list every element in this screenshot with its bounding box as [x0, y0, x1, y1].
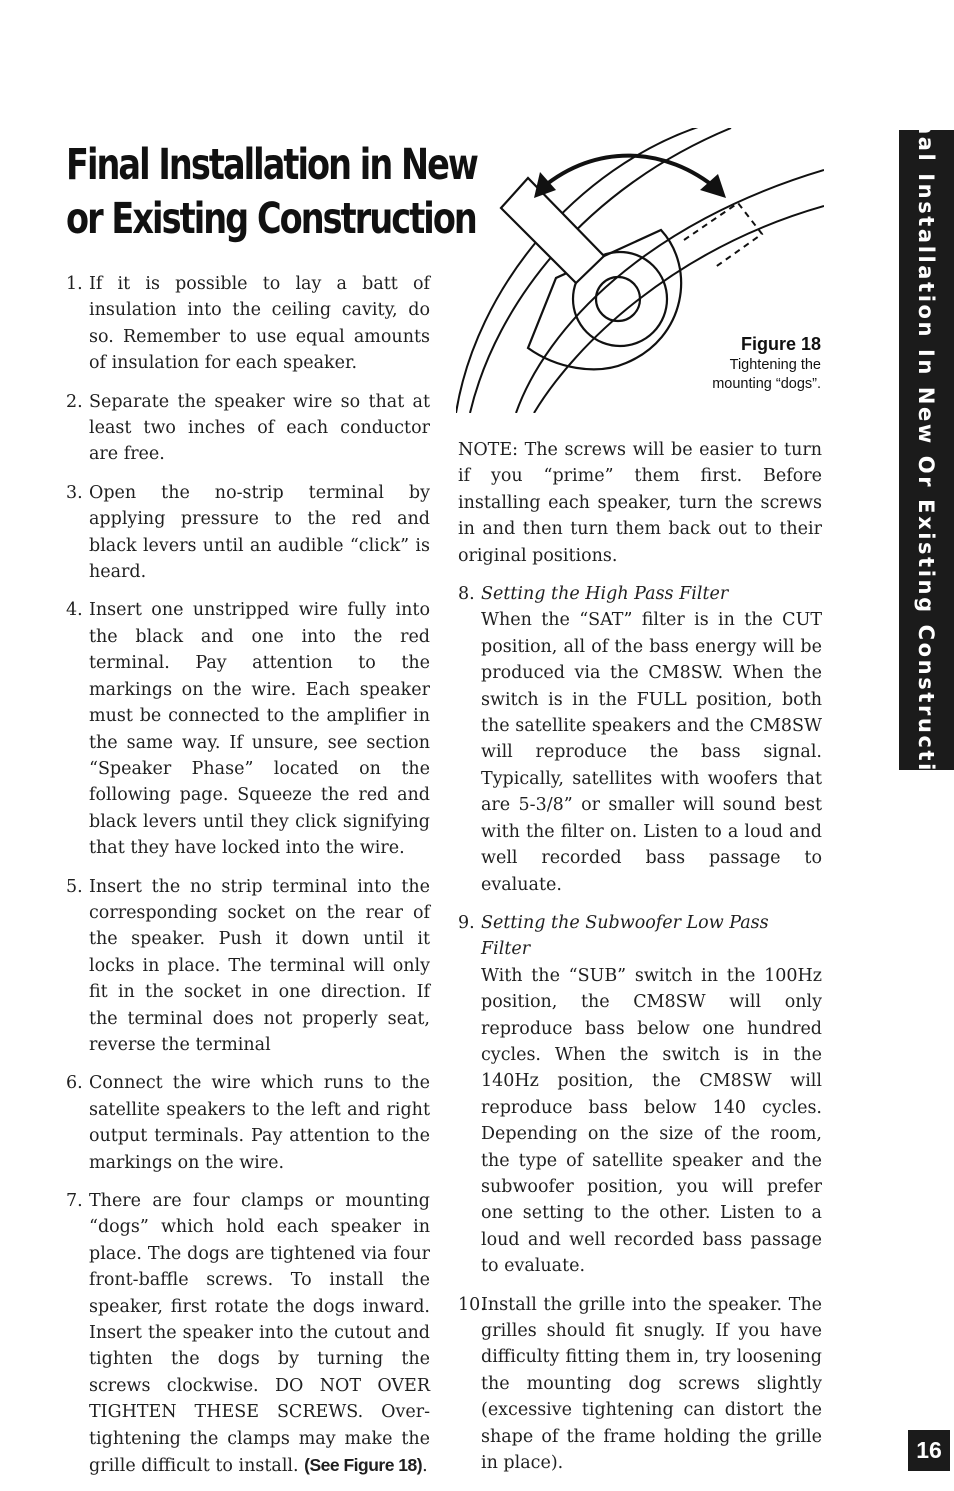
item-number: 7. [66, 1191, 83, 1211]
page-title-line-1: Final Installation in New [66, 140, 477, 190]
item-number: 2. [66, 391, 83, 412]
item-number: 8. [458, 584, 475, 605]
figure-reference: (See Figure 18) [304, 1455, 423, 1476]
item-text: Insert the no strip terminal into the corresponding socket on the rear of the speaker. Push it down until it locks in place. The terminal will only fit in the socket in one direction. If the terminal does not properly seat, reverse the terminal [89, 876, 430, 1055]
dog-rotated-position [684, 203, 762, 268]
item-text: Insert one unstripped wire fully into the black and one into the red terminal. Pay attention to the markings on the wire. Each speaker must be connected to the amplifier in the same way. If unsure, see section “Speaker Phase” located on the following page. Squeeze the red and black levers until they click signifying that they have locked into the wire. [89, 600, 430, 859]
item-text: With the “SUB” switch in the 100Hz position, the CM8SW will only reproduce bass below one hundred cycles. When the switch is in the 140Hz position, the CM8SW will reproduce bass below 140 cycles. Depending on the size of the room, the type of satellite speaker and the subwoofer position, you will prefer one setting to the other. Listen to a loud and well recorded bass passage to evaluate. [481, 965, 822, 1277]
list-item [458, 910, 822, 1280]
page-title [66, 138, 477, 246]
item-text: When the “SAT” filter is in the CUT position, all of the bass energy will be produced via the CM8SW. When the switch is in the FULL position, both the satellite speakers and the CM8SW will reproduce the bass signal. Typically, satellites with woofers that are 5-3/8” or smaller will sound best with the filter on. Listen to a loud and well recorded bass passage to evaluate. [481, 610, 822, 895]
item-number: 4. [66, 600, 83, 621]
list-item [458, 581, 822, 898]
item-text: Install the grille into the speaker. The grilles should fit snugly. If you have difficulty fitting them in, try loosening the mounting dog screws slightly (excessive tightening can distort the shape of the frame holding the grille in place). [481, 1294, 822, 1474]
item-text: Open the no-strip terminal by applying pressure to the red and black levers until an audible “click” is heard. [89, 482, 430, 583]
item-number: 3. [66, 482, 83, 503]
item-number: 5. [66, 876, 83, 897]
item-number: 9. [458, 912, 475, 933]
item-text: Separate the speaker wire so that at least two inches of each conductor are free. [89, 391, 430, 465]
list-item [66, 271, 430, 377]
section-side-tab [899, 92, 954, 808]
item-text: Connect the wire which runs to the satellite speakers to the left and right output terminals. Pay attention to the markings on the wire. [89, 1073, 430, 1173]
right-column [458, 437, 822, 1488]
item-number: 10. [458, 1294, 486, 1315]
list-item [66, 389, 430, 468]
figure-caption [712, 332, 821, 394]
list-item [458, 1292, 822, 1477]
item-heading: Setting the Subwoofer Low Pass Filter [481, 912, 769, 960]
item-tail: . [422, 1456, 428, 1477]
list-item [66, 480, 430, 586]
screw-head [596, 277, 640, 321]
list-item [66, 597, 430, 861]
page-title-line-2: or Existing Construction [66, 194, 476, 244]
figure-caption-line-2: mounting “dogs”. [712, 376, 821, 392]
list-item [66, 874, 430, 1059]
item-heading: Setting the High Pass Filter [481, 584, 729, 605]
item-number: 1. [66, 274, 83, 294]
item-text: There are four clamps or mounting “dogs” which hold each speaker in place. The dogs are tightened via four front-baffle screws. To install the speaker, first rotate the dogs inward. Insert the speaker into the cutout and tighten the dogs by turning the screws clockwise. DO NOT OVER TIGHTEN THESE SCREWS. Over-tightening the clamps may make the grille difficult to install. [89, 1191, 430, 1477]
item-number: 6. [66, 1073, 83, 1094]
side-tab-label: Final Installation In New Or Existing Construction [914, 92, 938, 808]
list-item [66, 1188, 430, 1479]
list-item [66, 1070, 430, 1176]
figure-title: Figure 18 [740, 334, 821, 354]
left-column [66, 271, 430, 1491]
note-paragraph: NOTE: The screws will be easier to turn if you “prime” them first. Before installing each speaker, turn the screws in and then turn them back out to their original positions. [458, 440, 822, 566]
figure-caption-line-1: Tightening the [729, 357, 821, 373]
page-number: 16 [908, 1430, 950, 1471]
item-text: If it is possible to lay a batt of insulation into the ceiling cavity, do so. Remember to use equal amounts of insulation for each speaker. [89, 274, 430, 374]
